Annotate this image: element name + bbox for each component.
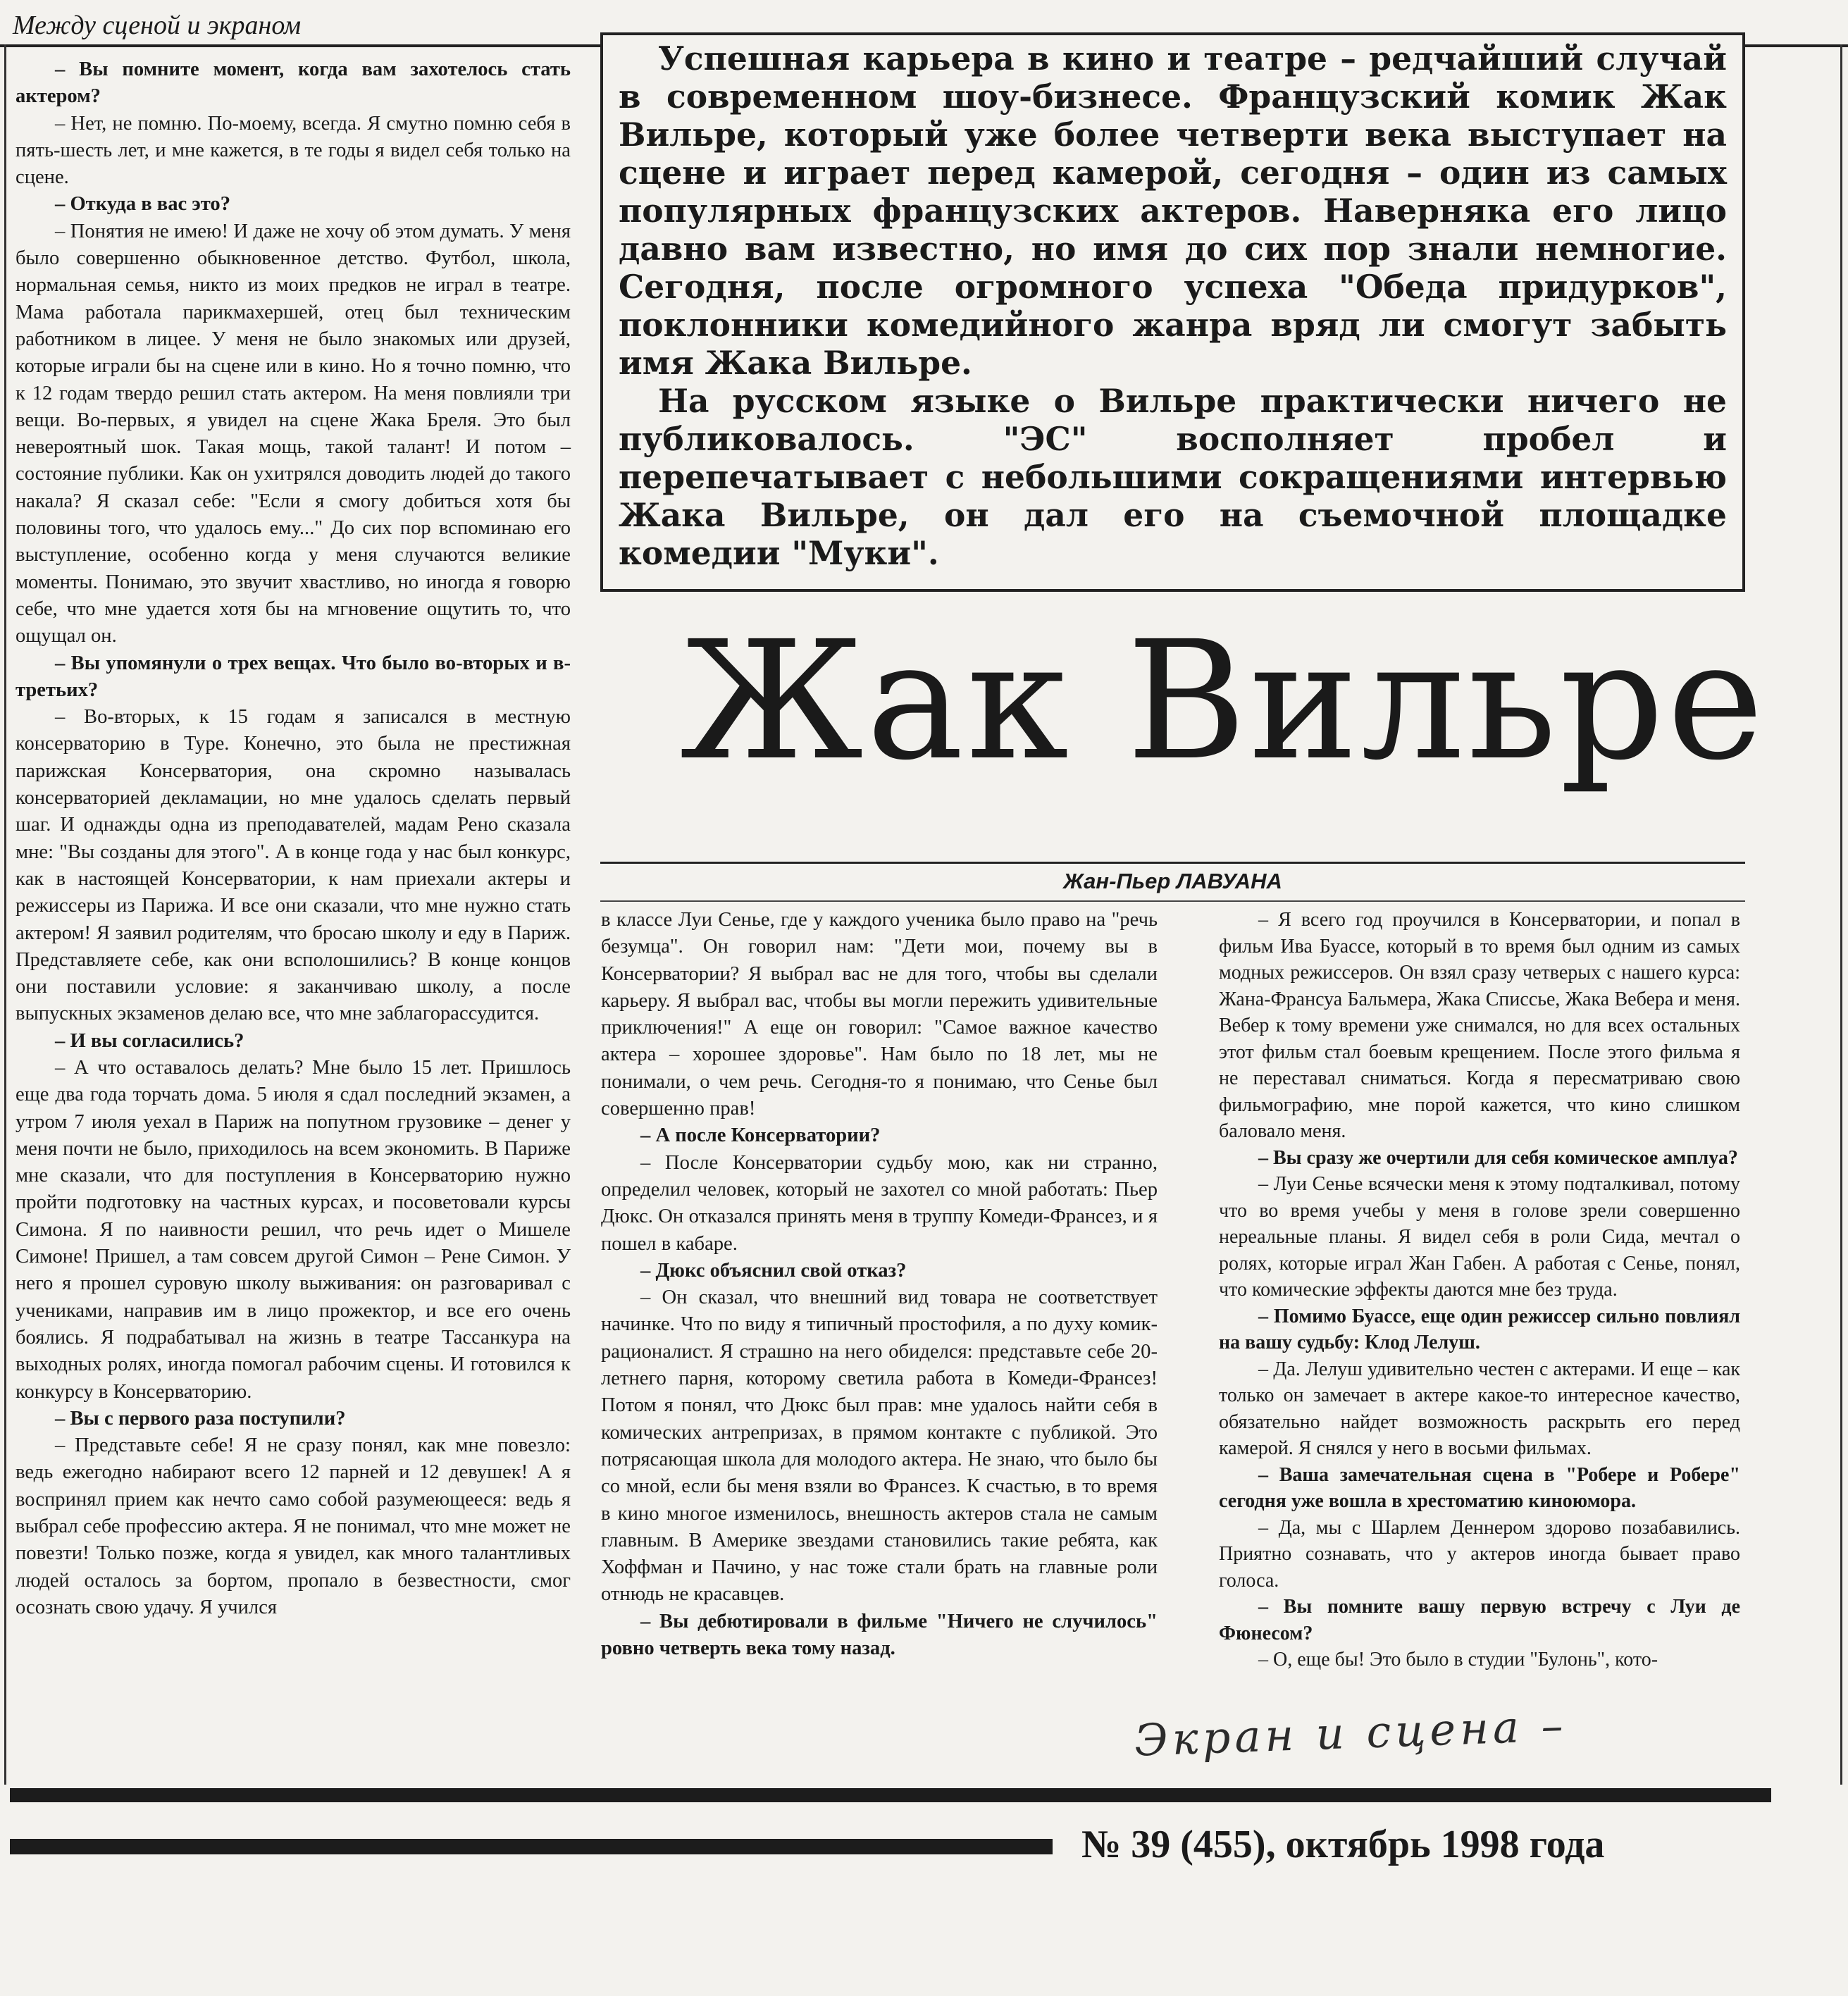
- interview-question: – Вы упомянули о трех вещах. Что было во-вторых и в-третьих?: [15, 652, 571, 701]
- interview-question: – Вы помните вашу первую встречу с Луи де Фюнесом?: [1219, 1596, 1740, 1644]
- interview-question: – Помимо Буассе, еще один режиссер сильно повлиял на вашу судьбу: Клод Лелуш.: [1219, 1305, 1740, 1353]
- interview-answer: – Луи Сенье всячески меня к этому подталкивал, потому что во время учебы у меня в голове зрели совершенно нереальные планы. Я видел себя в роли Сида, мечтал о ролях, которые играл Жан Габен. А работая с Сенье, понял, что комические эффекты даются мне без труда.: [1219, 1173, 1740, 1301]
- column-3: [1219, 907, 1740, 1673]
- intro-paragraph-1: Успешная карьера в кино и театре – редчайший случай в современном шоу-бизнесе. Французский комик Жак Вильре, который уже более четверти века выступает на сцене и играет перед камерой, сегодня – один из самых популярных французских актеров. Наверняка его лицо давно вам известно, но имя до сих пор знали немногие. Сегодня, после огромного успеха "Обеда придурков", поклонники комедийного жанра вряд ли смогут забыть имя Жака Вильре.: [619, 39, 1727, 382]
- interview-answer: – Нет, не помню. По-моему, всегда. Я смутно помню себя в пять-шесть лет, и мне кажется, в те годы я видел себя только на сцене.: [15, 112, 571, 189]
- interview-answer: в классе Луи Сенье, где у каждого ученика было право на "речь безумца". Он говорил нам: "Дети мои, почему вы в Консерватории? Я выбрал вас не для того, чтобы вы сделали карьеру. Я выбрал вас, чтобы вы могли пережить удивительные приключения!" А еще он говорил: "Самое важное качество актера – хорошее здоровье". Нам было по 18 лет, мы не понимали, о чем речь. Сегодня-то я понимаю, что Сенье был совершенно прав!: [601, 909, 1158, 1120]
- interview-answer: – Он сказал, что внешний вид товара не соответствует начинке. Что по виду я типичный простофиля, а по духу комик-рационалист. Я страшно на него обиделся: представьте себе 20-летнего парня, которому светила работа в Комеди-Франсез! Потом я понял, что Дюкс был прав: мне удалось найти себя в комических антрепризах, в прямом контакте с публикой. Это потрясающая школа для молодого актера. Не знаю, что было бы со мной, если бы меня взяли во Франсез. К счастью, в то время в кино многое изменилось, внешность актеров стала не самым главным. В Америке звездами становились такие ребята, как Хоффман и Пачино, у нас тоже стали брать на главные роли отнюдь не красавцев.: [601, 1287, 1158, 1606]
- interview-answer: – А что оставалось делать? Мне было 15 лет. Пришлось еще два года торчать дома. 5 июля я сдал последний экзамен, а утром 7 июля уехал в Париж на попутном грузовике – денег у меня почти не было, приходилось на всем экономить. В Париже мне сказали, что для поступления в Консерваторию нужно пройти подготовку на частных курсах, и посоветовали курсы Симона. Я по наивности решил, что речь идет о Мишеле Симоне! Пришел, а там совсем другой Симон – Рене Симон. У него я прошел суровую школу выживания: он разговаривал с учениками, направив им в лицо прожектор, и все его очень боялись. Я подрабатывал на жизнь в театре Тассанкура на выходных ролях, иногда помогал рабочим сцены. И готовился к конкурсу в Консерваторию.: [15, 1056, 571, 1403]
- interview-answer: – Да, мы с Шарлем Деннером здорово позабавились. Приятно сознавать, что у актеров иногда бывает право голоса.: [1219, 1516, 1740, 1592]
- interview-question: – А после Консерватории?: [640, 1124, 881, 1147]
- byline-rule-bottom: [600, 900, 1745, 902]
- interview-question: – Дюкс объяснил свой отказ?: [640, 1259, 907, 1282]
- byline: Жан-Пьер ЛАВУАНА: [1063, 869, 1282, 893]
- right-border-rule: [1840, 44, 1842, 1785]
- interview-question: – Вы сразу же очертили для себя комическое амплуа?: [1258, 1146, 1738, 1169]
- interview-question: – Откуда в вас это?: [55, 193, 230, 216]
- interview-question: – Вы дебютировали в фильме "Ничего не случилось" ровно четверть века тому назад.: [601, 1610, 1158, 1660]
- interview-answer: – После Консерватории судьбу мою, как ни странно, определил человек, который не захотел со мной работать: Пьер Дюкс. Он отказался принять меня в труппу Комеди-Франсез, и я пошел в кабаре.: [601, 1151, 1158, 1255]
- interview-answer: – Во-вторых, к 15 годам я записался в местную консерваторию в Туре. Конечно, это была не престижная парижская Консерватория, она скромно называлась консерваторией декламации, но мне удалось сделать первый шаг. И однажды одна из преподавателей, мадам Рено сказала мне: "Вы созданы для этого". А в конце года у нас был конкурс, как в настоящей Консерватории, к нам приехали актеры и режиссеры из Парижа. И все они сказали, что мне нужно стать актером! Я заявил родителям, что бросаю школу и еду в Париж. Представляете себе, как они всполошились? В конце концов они поставили условие: я заканчиваю школу, а после выпускных экзаменов делаю все, что мне заблагорассудится.: [15, 706, 571, 1025]
- intro-paragraph-2: На русском языке о Вильре практически ничего не публиковалось. "ЭС" восполняет пробел и перепечатывает с небольшими сокращениями интервью Жака Вильре, он дал его на съемочной площадке комедии "Муки".: [619, 382, 1727, 572]
- bottom-rule-short: [10, 1839, 1053, 1854]
- interview-question: – Ваша замечательная сцена в "Робере и Робере" сегодня уже вошла в хрестоматию киноюмора.: [1219, 1463, 1740, 1512]
- interview-question: – И вы согласились?: [55, 1029, 244, 1052]
- byline-rule-top: [600, 862, 1745, 864]
- column-2: [601, 907, 1158, 1662]
- bottom-rule-long: [10, 1788, 1771, 1802]
- issue-number: № 39 (455), октябрь 1998 года: [1081, 1823, 1605, 1866]
- rubric-title: Между сценой и экраном: [13, 11, 302, 40]
- handwritten-note: Экран и сцена –: [1134, 1699, 1568, 1766]
- interview-answer: – Я всего год проучился в Консерватории, и попал в фильм Ива Буассе, который в то время был одним из самых модных режиссеров. Он взял сразу четверых с нашего курса: Жана-Франсуа Бальмера, Жака Списсье, Жака Вебера и меня. Вебер к тому времени уже снимался, но для всех остальных этот фильм стал боевым крещением. После этого фильма я не переставал сниматься. Когда я пересматриваю свою фильмографию, мне порой кажется, что кино слишком баловало меня.: [1219, 909, 1740, 1142]
- interview-answer: – Представьте себе! Я не сразу понял, как мне повезло: ведь ежегодно набирают всего 12 парней и 12 девушек! А я воспринял прием как нечто само собой разумеющееся: ведь я выбрал себе профессию актера. Я не понимал, что мне может не повезти! Только позже, когда я увидел, как много талантливых людей осталось за бортом, пропало в безвестности, смог осознать свою удачу. Я учился: [15, 1434, 571, 1618]
- column-1: [15, 56, 571, 1621]
- headline: Жак Вильре: [680, 606, 1767, 796]
- interview-question: – Вы с первого раза поступили?: [55, 1407, 346, 1430]
- intro-box: [600, 32, 1745, 592]
- interview-answer: – О, еще бы! Это было в студии "Булонь", кото-: [1258, 1649, 1658, 1670]
- interview-answer: – Да. Лелуш удивительно честен с актерами. И еще – как только он замечает в актере какое-то интересное качество, обязательно найдет возможность раскрыть его перед камерой. Я снялся у него в восьми фильмах.: [1219, 1358, 1740, 1459]
- interview-question: – Вы помните момент, когда вам захотелось стать актером?: [15, 58, 571, 108]
- left-border-rule: [4, 44, 6, 1785]
- interview-answer: – Понятия не имею! И даже не хочу об этом думать. У меня было совершенно обыкновенное детство. Футбол, школа, нормальная семья, никто из моих предков не играл в театре. Мама работала парикмахершей, отец был техническим работником в лицее. У меня не было знакомых или друзей, которые играли бы на сцене или в кино. Но я точно помню, что к 12 годам твердо решил стать актером. На меня повлияли три вещи. Во-первых, я увидел на сцене Жака Бреля. Это был невероятный шок. Такая мощь, такой талант! И потом – состояние публики. Как он ухитрялся доводить людей до такого накала? Я сказал себе: "Если я смогу добиться хотя бы половины того, что удалось ему..." До сих пор вспоминаю его выступление, особенно когда у меня случаются великие моменты. Понимаю, это звучит хвастливо, но иногда я говорю себе, что мне удается хотя бы на мгновение ощутить то, что ощущал он.: [15, 220, 571, 647]
